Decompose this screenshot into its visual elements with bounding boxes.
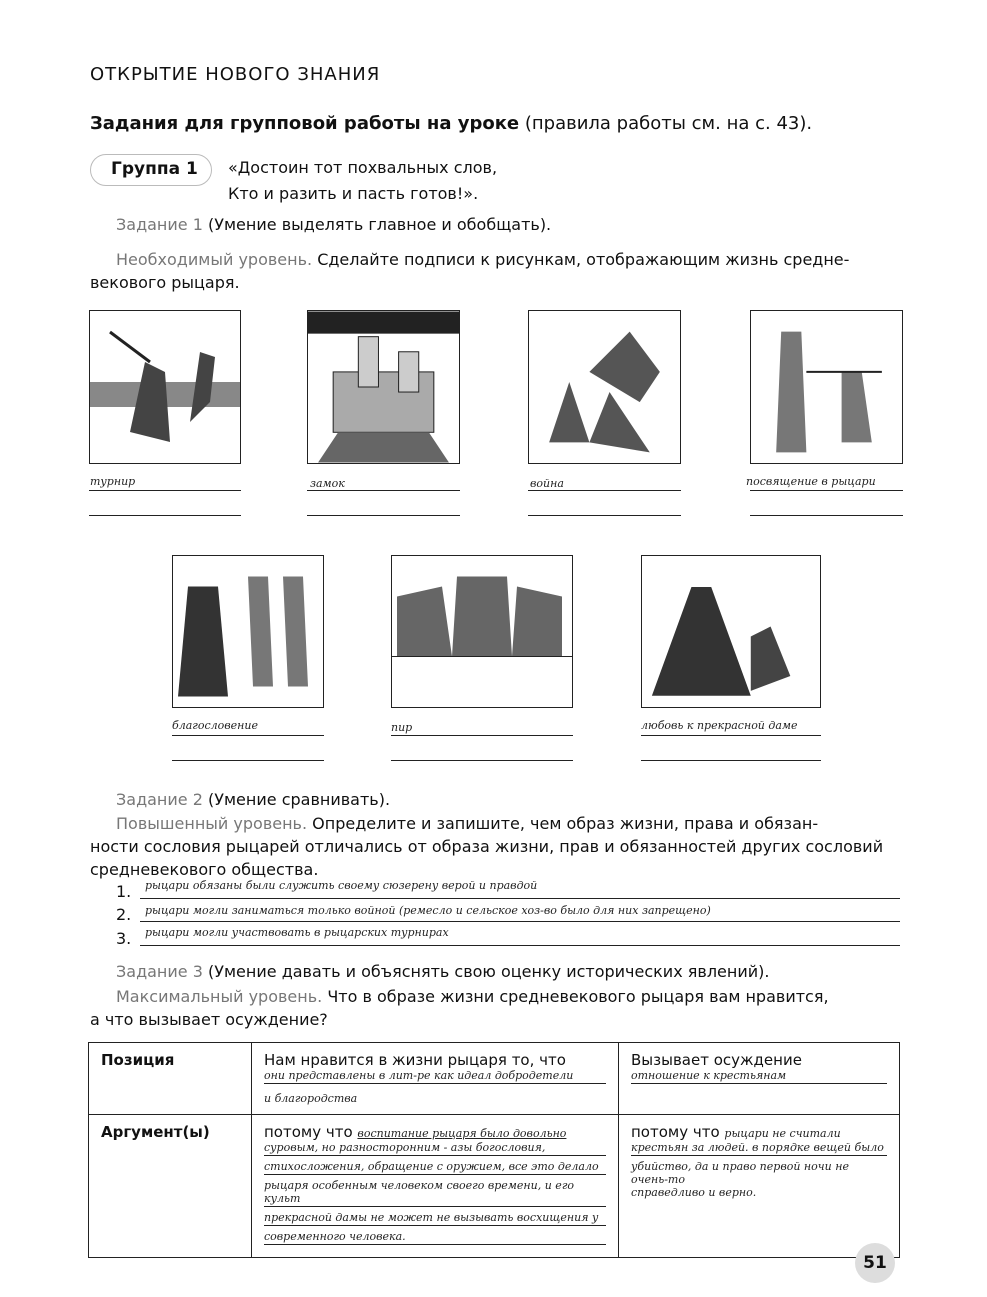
answer-3: рыцари могли участвовать в рыцарских турнирах xyxy=(145,926,449,939)
like-argument-cell: потому что воспитание рыцаря было довольно суровым, но разносторонним - азы богословия, стихосложения, обращение с оружием, все это делало рыцаря особенным человеком своего времени, и его культ прекрасной дамы не может не вызывать восхищения у современного человека. xyxy=(252,1115,619,1258)
row-head-arguments: Аргумент(ы) xyxy=(89,1115,252,1258)
feast-image xyxy=(391,555,573,708)
answer-2: рыцари могли заниматься только войной (ремесло и сельское хоз-во было для них запрещено) xyxy=(145,904,711,917)
answer-number: 1. xyxy=(116,882,132,901)
condemn-prompt: Вызывает осуждение xyxy=(631,1051,802,1069)
task3-text-2: а что вызывает осуждение? xyxy=(90,1010,328,1029)
caption-7: любовь к прекрасной даме xyxy=(641,719,798,732)
caption-2: замок xyxy=(310,477,345,490)
task2-heading: Задание 2 (Умение сравнивать). xyxy=(116,790,391,809)
caption-5: благословение xyxy=(172,719,258,732)
castle-image xyxy=(307,310,460,464)
tournament-image xyxy=(89,310,241,464)
knighting-image xyxy=(750,310,903,464)
title-rest: (правила работы см. на с. 43). xyxy=(519,113,813,134)
task1-heading: Задание 1 (Умение выделять главное и обобщать). xyxy=(116,215,552,234)
evaluation-table xyxy=(88,1042,900,1258)
task2-text-2: ности сословия рыцарей отличались от образа жизни, прав и обязанностей других сословий xyxy=(90,837,884,856)
answer-number: 3. xyxy=(116,929,132,948)
caption-6: пир xyxy=(391,721,413,734)
because-label: потому что xyxy=(264,1123,353,1141)
like-cell xyxy=(252,1043,619,1115)
caption-1: турнир xyxy=(90,475,136,488)
because-label: потому что xyxy=(631,1123,720,1141)
condemn-answer: отношение к крестьянам xyxy=(631,1069,887,1084)
like-answer-2: и благородства xyxy=(264,1092,358,1105)
section-header: ОТКРЫТИЕ НОВОГО ЗНАНИЯ xyxy=(90,64,381,85)
quote-line-2: Кто и разить и пасть готов!». xyxy=(228,184,479,203)
war-image xyxy=(528,310,681,464)
caption-4: посвящение в рыцари xyxy=(746,475,876,488)
caption-3: война xyxy=(530,477,564,490)
task2-text-3: средневекового общества. xyxy=(90,860,319,879)
answer-1: рыцари обязаны были служить своему сюзерену верой и правдой xyxy=(145,879,538,892)
task2-text: Повышенный уровень. Определите и запишите, чем образ жизни, права и обязан- xyxy=(116,814,819,833)
task1-text: Необходимый уровень. Сделайте подписи к рисункам, отображающим жизнь средне- xyxy=(116,250,850,269)
task3-heading: Задание 3 (Умение давать и объяснять свою оценку исторических явлений). xyxy=(116,962,770,981)
courtly-love-image xyxy=(641,555,821,708)
assignment-title xyxy=(90,113,812,134)
page-number: 51 xyxy=(855,1243,895,1283)
row-head-position: Позиция xyxy=(89,1043,252,1115)
condemn-argument-cell: потому что рыцари не считали крестьян за людей. в порядке вещей было убийство, да и право первой ночи не очень-то справедливо и верно. xyxy=(619,1115,900,1258)
answer-number: 2. xyxy=(116,905,132,924)
task3-text: Максимальный уровень. Что в образе жизни средневекового рыцаря вам нравится, xyxy=(116,987,829,1006)
title-bold: Задания для групповой работы на уроке xyxy=(90,113,520,134)
like-answer-1: они представлены в лит-ре как идеал добродетели xyxy=(264,1069,606,1084)
condemn-cell xyxy=(619,1043,900,1115)
blessing-image xyxy=(172,555,324,708)
like-prompt: Нам нравится в жизни рыцаря то, что xyxy=(264,1051,566,1069)
quote-line-1: «Достоин тот похвальных слов, xyxy=(228,158,498,177)
task1-text-2: векового рыцаря. xyxy=(90,273,240,292)
group-badge: Группа 1 xyxy=(90,154,212,186)
